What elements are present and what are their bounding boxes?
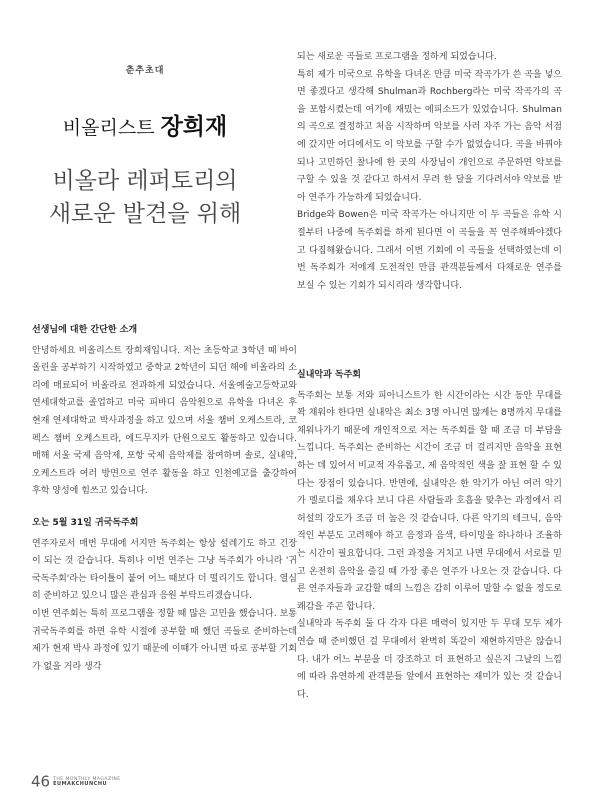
section-heading-intro: 선생님에 대한 간단한 소개 bbox=[32, 325, 138, 335]
publication-tagline: THE MONTHLY MAGAZINE bbox=[53, 776, 121, 782]
paragraph: 독주회는 보통 저와 피아니스트가 한 시간이라는 시간 동안 무대를 꽉 채워야 한다면 실내악은 최소 3명 아니면 많게는 8명까지 무대를 채워나가기 때문에 개인적으로 저는 독주회를 할 때 조금 더 부담을 느낍니다. 독주회는 준비하는 시간이 조금 더 걸리지만 음악을 표현하는 데 있어서 비교적 자유롭고, 제 음악적인 색을 잘 표현 할 수 있다는 장점이 있습니다. 반면에, 실내악은 한 악기가 아닌 여러 악기가 멜로디를 채우다 보니 다른 사람들과 호흡을 맞추는 과정에서 리허설의 강도가 조금 더 높은 것 같습니다. 다른 악기의 테크닉, 음악적인 부분도 고려해야 하고 음정과 음색, 타이밍을 하나하나 조율하는 시간이 필요합니다. 그런 과정을 거치고 나면 무대에서 서로를 믿고 온전히 음악을 즐길 때 가장 좋은 연주가 나오는 것 같습니다. 다른 연주자들과 교감할 때의 느낌은 감히 이루어 말할 수 없을 정도로 쾌감을 주곤 합니다. bbox=[297, 390, 562, 612]
section-heading-chamber: 실내악과 독주회 bbox=[297, 370, 361, 380]
page-number: 46 bbox=[31, 772, 51, 791]
subtitle-line-2: 새로운 발견을 위해 bbox=[48, 201, 242, 227]
publication-name bbox=[53, 777, 121, 787]
article-subtitle bbox=[0, 165, 290, 231]
title-role: 비올리스트 bbox=[62, 117, 155, 139]
title-name: 장희재 bbox=[160, 114, 228, 140]
subtitle-line-1: 비올라 레퍼토리의 bbox=[52, 168, 238, 194]
paragraph: 특히 제가 미국으로 유학을 다녀온 만큼 미국 작곡가가 쓴 곡을 넣으면 좋겠다고 생각해 Shulman과 Rochberg라는 미국 작곡가의 곡을 포함시켰는데 여기에 재밌는 에피소드가 있었습니다. Shulman의 곡으로 결정하고 처음 시작하며 악보를 사러 자주 가는 음악 서점에 갔지만 어디에서도 이 악보를 구할 수가 없었습니다. 곡을 바꿔야 되나 고민하던 찰나에 한 곳의 사장님이 개인으로 주문하면 악보를 구할 수 있을 것 같다고 하셔서 무려 한 달을 기다려서야 악보를 받아 연주가 가능하게 되었습니다. bbox=[297, 69, 562, 203]
publication-title: EUMAKCHUNCHU bbox=[53, 780, 108, 787]
paragraph: 연주자로서 매번 무대에 서지만 독주회는 항상 설레기도 하고 긴장이 되는 것 같습니다. 특히나 이번 연주는 그냥 독주회가 아니라 '귀국독주회'라는 타이틀이 붙어 어느 때보다 더 떨리기도 합니다. 열심히 준비하고 있으니 많은 관심과 응원 부탁드리겠습니다. bbox=[32, 538, 297, 602]
left-column bbox=[32, 322, 297, 676]
paragraph: 안녕하세요 비올리스트 장희재입니다. 저는 초등학교 3학년 때 바이올린을 공부하기 시작하였고 중학교 2학년이 되던 해에 비올라의 소리에 매료되어 비올라로 전과하게 되었습니다. 서울예술고등학교와 연세대학교를 졸업하고 미국 피바디 음악원으로 유학을 다녀온 후 현재 연세대학교 박사과정을 하고 있으며 서울 챔버 오케스트라, 코펙스 챔버 오케스트라, 에드무지카 단원으로도 활동하고 있습니다. 매해 서울 국제 음악제, 포항 국제 음악제를 참여하며 솔로, 실내악, 오케스트라 여러 방면으로 연주 활동을 하고 인천예고를 출강하여 후학 양성에 힘쓰고 있습니다. bbox=[32, 345, 297, 497]
section-label: 춘추초대 bbox=[125, 66, 165, 76]
article-title bbox=[0, 108, 290, 141]
page-footer bbox=[31, 771, 121, 791]
paragraph: 되는 새로운 곡들로 프로그램을 정하게 되었습니다. bbox=[297, 52, 497, 62]
paragraph: 실내악과 독주회 둘 다 각자 다른 매력이 있지만 두 무대 모두 제가 연습 때 준비했던 걸 무대에서 완벽히 똑같이 재현하지만은 않습니다. 내가 어느 부분을 더 강조하고 더 표현하고 싶은지 그날의 느낌에 따라 유연하게 관객분들 앞에서 표현하는 재미가 있는 것 같습니다. bbox=[297, 619, 562, 700]
right-column-top bbox=[297, 49, 562, 295]
right-column-bottom bbox=[297, 367, 562, 704]
paragraph: Bridge와 Bowen은 미국 작곡가는 아니지만 이 두 곡들은 유학 시절부터 나중에 독주회를 하게 된다면 이 곡들을 꼭 연주해봐야겠다고 다짐해왔습니다. 그래서 이번 기회에 이 곡들을 선택하였는데 이번 독주회가 저에게 도전적인 만큼 관객분들께서 다채로운 연주를 보실 수 있는 기회가 되시리라 생각합니다. bbox=[297, 210, 562, 291]
section-heading-recital: 오는 5월 31일 귀국독주회 bbox=[32, 517, 139, 528]
paragraph: 이번 연주회는 특히 프로그램을 정할 때 많은 고민을 했습니다. 보통 귀국독주회를 하면 유학 시절에 공부할 때 했던 곡들로 준비하는데 제가 현재 박사 과정에 있기 때문에 이때가 아니면 따로 공부할 기회가 없을 거라 생각 bbox=[32, 608, 297, 672]
